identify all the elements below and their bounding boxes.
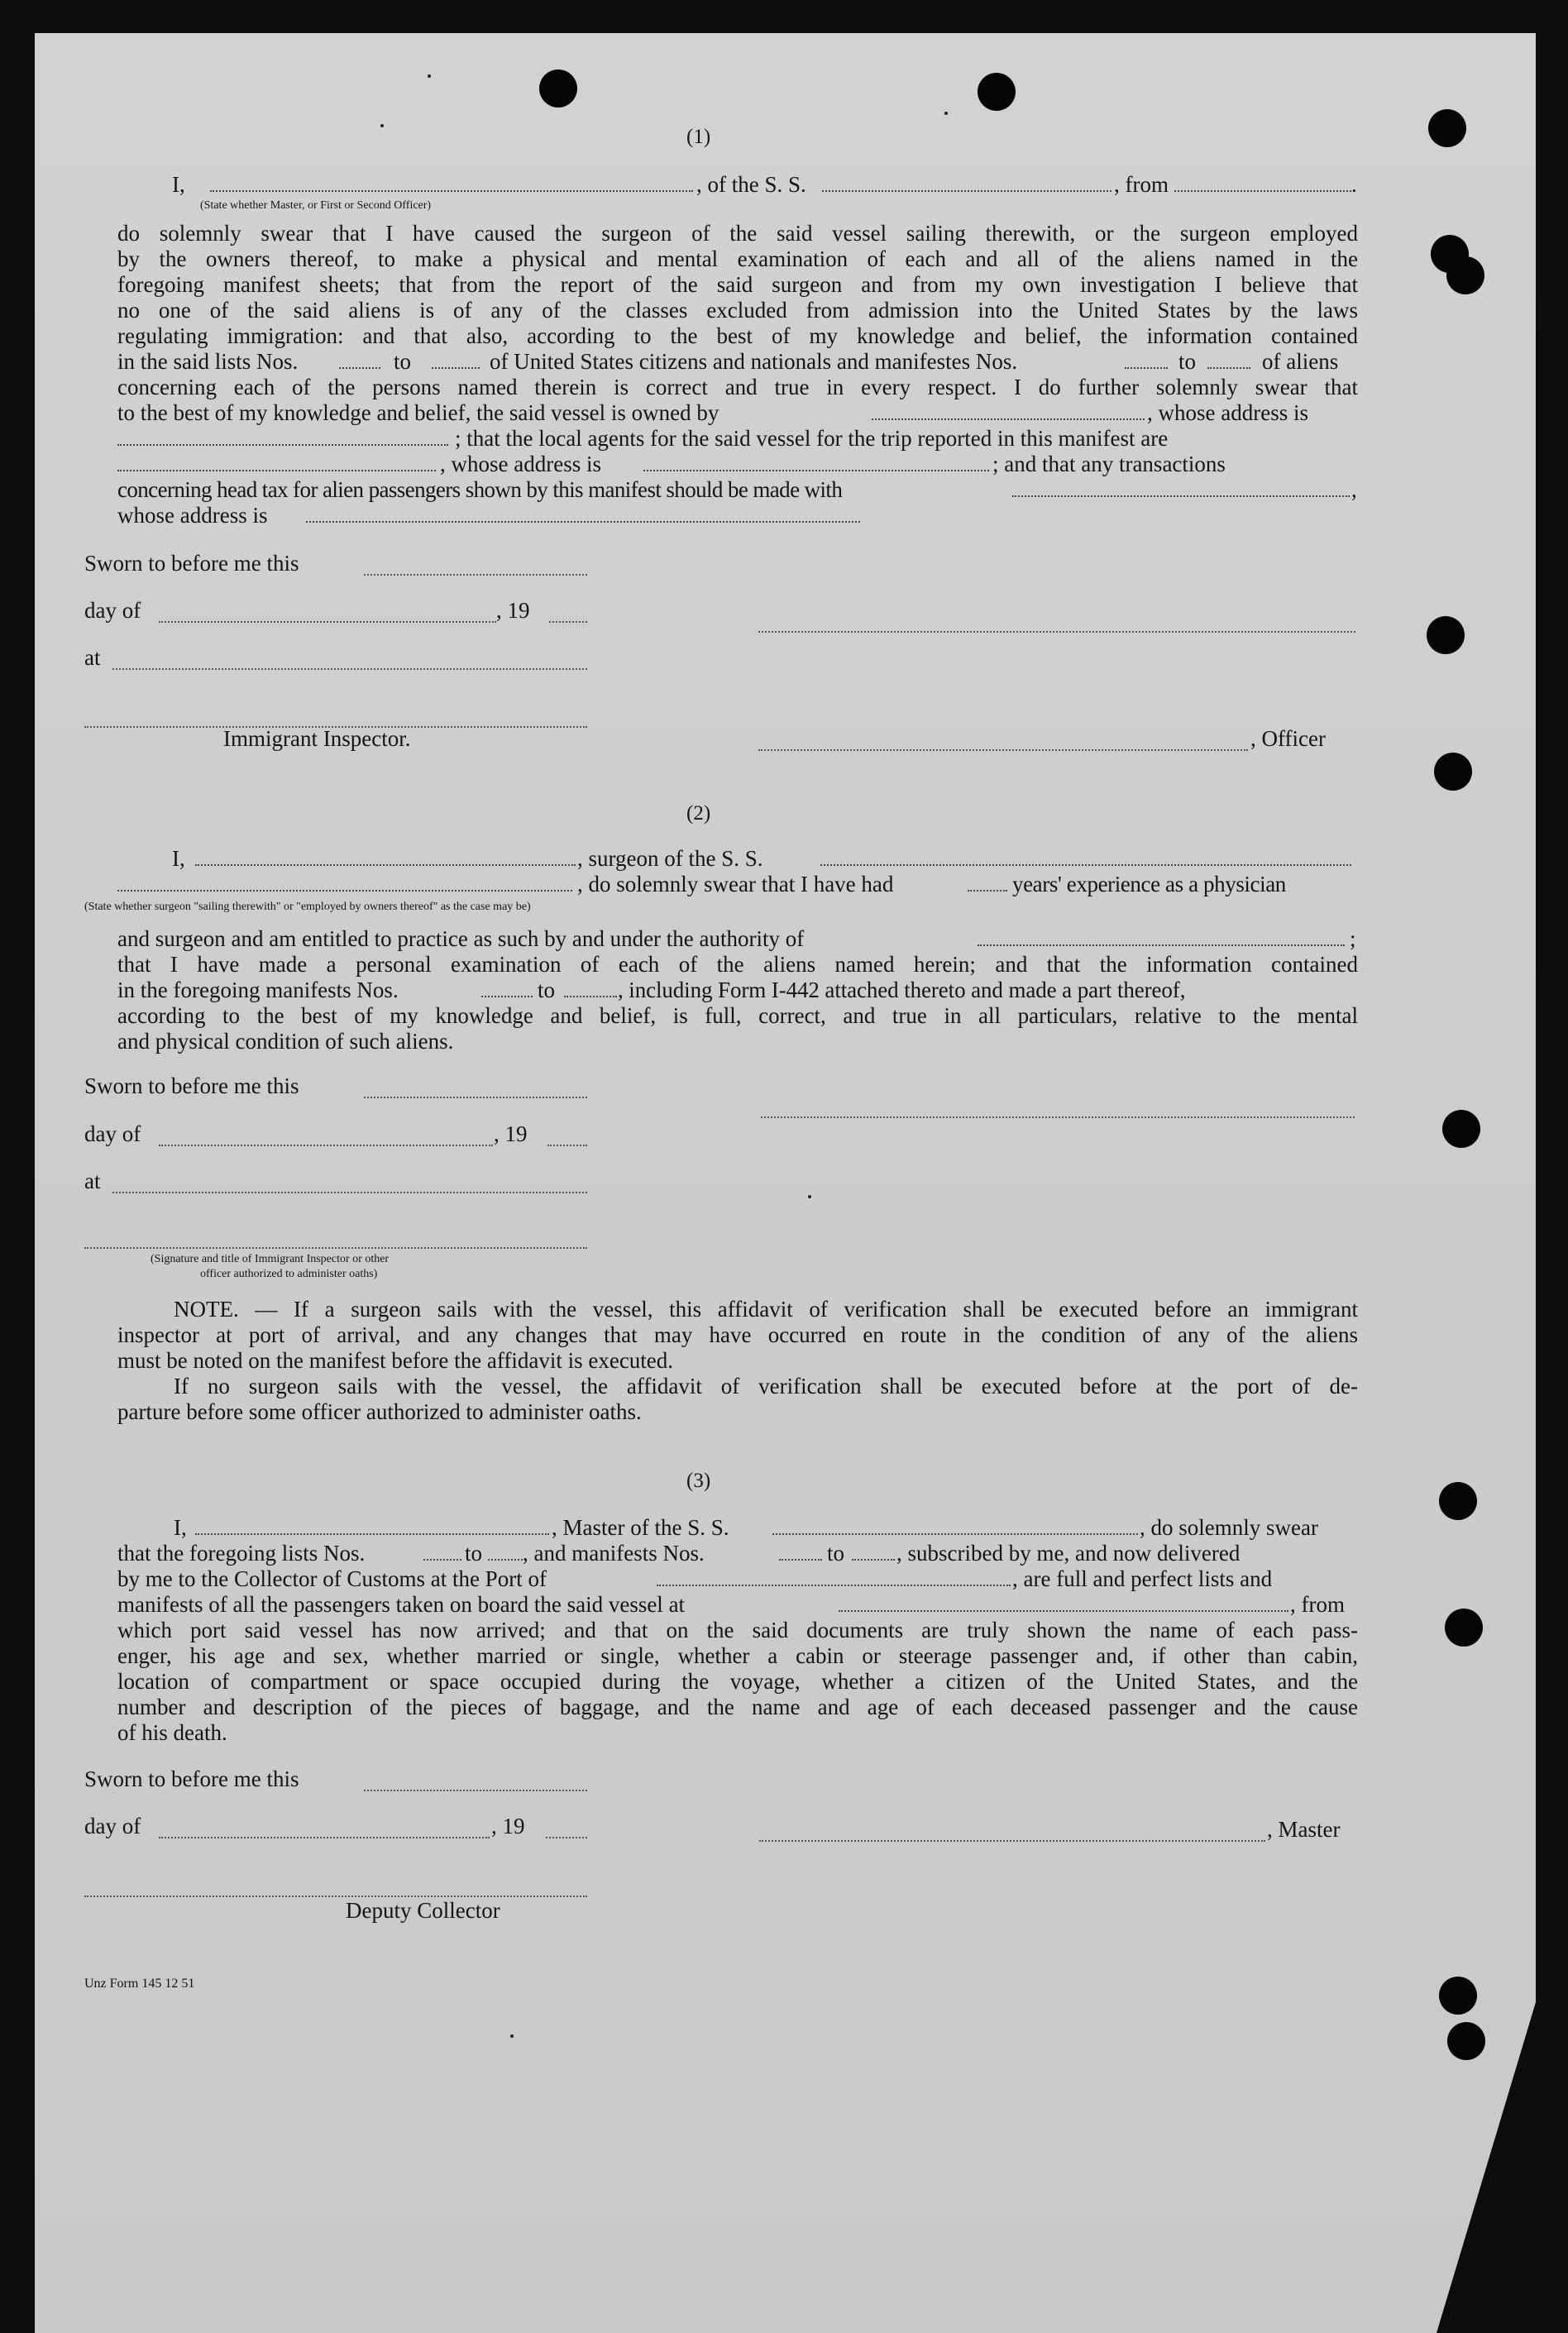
- speck: [808, 1195, 811, 1198]
- note-line: inspector at port of arrival, and any changes that may have occurred en route in the condition of any of the aliens: [117, 1322, 1358, 1347]
- surgeon-signature-blank[interactable]: [761, 1116, 1355, 1118]
- years-experience-blank[interactable]: [968, 872, 1007, 892]
- section3-body-line: number and description of the pieces of baggage, and the name and age of each deceased passenger and the cause: [117, 1695, 1358, 1719]
- signature-note-line-2: officer authorized to administer oaths): [200, 1268, 378, 1280]
- master-name-blank[interactable]: [195, 1515, 549, 1535]
- section1-body-line: no one of the said aliens is of any of the classes excluded from admission into the United States by the laws: [117, 298, 1358, 323]
- headtax-address-blank[interactable]: [306, 503, 860, 523]
- speck: [944, 112, 948, 115]
- torn-corner: [1437, 2002, 1536, 2333]
- punch-hole: [1434, 753, 1472, 791]
- inspector-signature-blank-2[interactable]: [84, 1247, 587, 1249]
- surgeon-name-blank[interactable]: [195, 846, 576, 866]
- punch-hole: [1427, 616, 1465, 654]
- section3-body-line: enger, his age and sex, whether married or single, whether a cabin or steerage passenger and, if other than cabin,: [117, 1643, 1358, 1668]
- deputy-collector-label: Deputy Collector: [346, 1898, 500, 1923]
- punch-hole: [1446, 256, 1484, 294]
- at-label-1: at: [84, 645, 101, 670]
- authority-blank[interactable]: [978, 926, 1345, 946]
- punch-hole: [1439, 1482, 1477, 1520]
- section1-concerning-line: concerning each of the persons named therein is correct and true in every respect. I do further solemnly swear that: [117, 375, 1358, 399]
- surgeon-manifest-from-blank[interactable]: [481, 978, 533, 997]
- section1-body-line: regulating immigration: and that also, according to the best of my knowledge and belief, the information contained: [117, 323, 1358, 348]
- port-blank[interactable]: [657, 1566, 1011, 1586]
- deputy-signature-blank[interactable]: [84, 1896, 587, 1897]
- sworn-label-3: Sworn to before me this: [84, 1766, 299, 1791]
- master-list-from-blank[interactable]: [423, 1541, 461, 1561]
- at-blank-2[interactable]: [112, 1192, 587, 1193]
- owner-address-blank[interactable]: [117, 426, 448, 446]
- section2-exam-line: that I have made a personal examination of each of the aliens named herein; and that the information contained: [117, 952, 1358, 977]
- manifest-to-blank[interactable]: [1207, 349, 1250, 369]
- master-signature-blank[interactable]: [759, 1840, 1265, 1842]
- section-number-3: (3): [686, 1470, 711, 1492]
- speck: [380, 124, 384, 127]
- departure-port-blank[interactable]: [839, 1592, 1288, 1612]
- surgeon-note: (State whether surgeon "sailing therewith" or "employed by owners thereof" as the case may be): [84, 901, 531, 913]
- section1-body-line: do solemnly swear that I have caused the surgeon of the said vessel sailing therewith, or the surgeon employed: [117, 221, 1358, 246]
- headtax-agent-blank[interactable]: [1012, 477, 1350, 497]
- section2-according-line: according to the best of my knowledge and belief, is full, correct, and true in all particulars, relative to the mental: [117, 1003, 1358, 1028]
- manifest-from-blank[interactable]: [1125, 349, 1168, 369]
- section1-body-line: by the owners thereof, to make a physical and mental examination of each and all of the aliens named in the: [117, 246, 1358, 271]
- sworn-blank-3[interactable]: [364, 1790, 587, 1791]
- master-label: , Master: [1267, 1817, 1341, 1842]
- at-label-2: at: [84, 1169, 101, 1193]
- form-page: (1) I, , of the S. S. , from . (State whether Master, or First or Second Officer) do solemnly swear that I have caused the surgeon of the said vessel sailing therewith, or the surgeon employed by the owners thereof, to make a physical and mental examination of each and all of the aliens named in the foregoing manifest sheets; that from the report of the said surgeon and from my own investigation I believe that no one of the said aliens is of any of the classes excluded from admission into the United States by the laws regulating immigration: and that also, according to the best of my knowledge and belief, the information contained in the said lists Nos. to of United States citizens and nationals and manifestes Nos. to of aliens concerning each of the persons named therein is correct and true in every respect. I do further solemnly swear that to the best of my knowledge and belief, the said vessel is owned by , whose address is ; that the local agents for the said vessel for the trip reported in this manifest are , whose address is ; and that any transactions concerning head tax for alien passengers shown by this manifest should be made with , whose address is Sworn to before me this day of , 19 at Immigrant Inspector. , Officer (2) I, , surgeon of the S. S. , do solemnly swear that I have had years' experience as a physician (State whether surgeon "sailing therewith" or "employed by owners thereof" as the case may be) and surgeon and am entitled to practice as such by and under the authority of ; that I have made a personal examination of each of the aliens named herein; and that the information contained in the foregoing manifests Nos. to , including Form I-442 attached thereto and made a part thereof, according to the best of my knowledge and belief, is full, correct, and true in all particulars, relative to the mental and physical condition of such aliens. Sworn to before me this day of , 19 at (Signature and title of Immigrant Inspector or other officer authorized to administer oaths) NOTE. — If a surgeon sails with the vessel, this affidavit of verification shall be executed before an immigrant inspector at port of arrival, and any changes that may have occurred en route in the condition of any of the aliens must be noted on the manifest before the affidavit is executed. If no surgeon sails with the vessel, the affidavit of verification shall be executed before at the port of de- parture before some officer authorized to administer oaths. (3) I, , Master of the S. S. , do solemnly swear that the foregoing lists Nos. to , and manifests Nos. to , subscribed by me, and now delivered by me to the Collector of Customs at the Port of , are full and perfect lists and manifests of all the passengers taken on board the said vessel at , from which port said vessel has now arrived; and that on the said documents are truly shown the name of each pass- enger, his age and sex, whether married or single, whether a cabin or steerage passenger and, if other than cabin, location of compartment or space occupied during the voyage, whether a citizen of the United States, and the number and description of the pieces of baggage, and the name and age of each deceased passenger and the cause of his death. Sworn to before me this day of , 19 , Master Deputy Collector Unz Form 145 12 51: [35, 33, 1536, 2333]
- year-label-1: , 19: [496, 598, 530, 623]
- year-blank-1[interactable]: [549, 621, 587, 623]
- at-blank-1[interactable]: [112, 668, 587, 670]
- note-line: parture before some officer authorized to administer oaths.: [117, 1399, 642, 1424]
- sworn-blank-2[interactable]: [364, 1097, 587, 1098]
- year-blank-2[interactable]: [547, 1145, 587, 1146]
- officer-signature-blank[interactable]: [758, 631, 1355, 633]
- section3-last-line: of his death.: [117, 1720, 227, 1745]
- officer-label: , Officer: [1250, 726, 1326, 751]
- section3-body-line: location of compartment or space occupied during the voyage, whether a citizen of the United States, and the: [117, 1669, 1358, 1694]
- officer-name-blank[interactable]: [210, 172, 693, 192]
- section1-body-line: foregoing manifest sheets; that from the report of the said surgeon and from my own investigation I believe that: [117, 272, 1358, 297]
- punch-hole: [1442, 1110, 1480, 1148]
- sworn-label-1: Sworn to before me this: [84, 551, 299, 576]
- list-from-blank[interactable]: [339, 349, 380, 369]
- year-blank-3[interactable]: [546, 1837, 587, 1838]
- sworn-blank-1[interactable]: [364, 574, 587, 576]
- punch-hole: [978, 73, 1016, 111]
- punch-hole: [1428, 109, 1466, 147]
- agents-address-blank[interactable]: [643, 452, 989, 471]
- speck: [510, 2034, 514, 2038]
- master-list-to-blank[interactable]: [488, 1541, 523, 1561]
- sworn-label-2: Sworn to before me this: [84, 1073, 299, 1098]
- day-of-label-3: day of: [84, 1814, 141, 1838]
- punch-hole: [1445, 1609, 1483, 1647]
- form-number: Unz Form 145 12 51: [84, 1977, 195, 1991]
- punch-hole: [539, 69, 577, 108]
- speck: [428, 74, 431, 78]
- local-agents-blank[interactable]: [117, 452, 436, 471]
- officer-title-blank[interactable]: [758, 749, 1248, 751]
- owner-blank[interactable]: [872, 400, 1145, 420]
- day-of-blank-3[interactable]: [159, 1837, 490, 1838]
- year-label-2: , 19: [494, 1121, 528, 1146]
- section2-condition-line: and physical condition of such aliens.: [117, 1029, 454, 1054]
- surgeon-vessel-blank[interactable]: [820, 846, 1351, 866]
- officer-note: (State whether Master, or First or Second Officer): [200, 199, 432, 212]
- day-of-blank-1[interactable]: [159, 621, 496, 623]
- day-of-label-2: day of: [84, 1121, 141, 1146]
- immigrant-inspector-label: Immigrant Inspector.: [223, 726, 411, 751]
- master-manifest-from-blank[interactable]: [779, 1541, 822, 1561]
- section-number-2: (2): [686, 802, 711, 825]
- section-number-1: (1): [686, 126, 711, 148]
- year-label-3: , 19: [491, 1814, 525, 1838]
- list-to-blank[interactable]: [432, 349, 480, 369]
- signature-note-line-1: (Signature and title of Immigrant Inspector or other: [151, 1253, 390, 1265]
- surgeon-manifest-to-blank[interactable]: [564, 978, 617, 997]
- vessel-name-blank[interactable]: [822, 172, 1111, 192]
- master-manifest-to-blank[interactable]: [852, 1541, 895, 1561]
- from-port-blank[interactable]: [1174, 172, 1351, 192]
- day-of-blank-2[interactable]: [159, 1145, 493, 1146]
- day-of-label-1: day of: [84, 598, 141, 623]
- section3-body-line: which port said vessel has now arrived; and that on the said documents are truly shown the name of each pass-: [117, 1618, 1358, 1642]
- note-line: must be noted on the manifest before the affidavit is executed.: [117, 1348, 674, 1373]
- master-vessel-blank[interactable]: [772, 1515, 1138, 1535]
- surgeon-status-blank[interactable]: [117, 872, 572, 892]
